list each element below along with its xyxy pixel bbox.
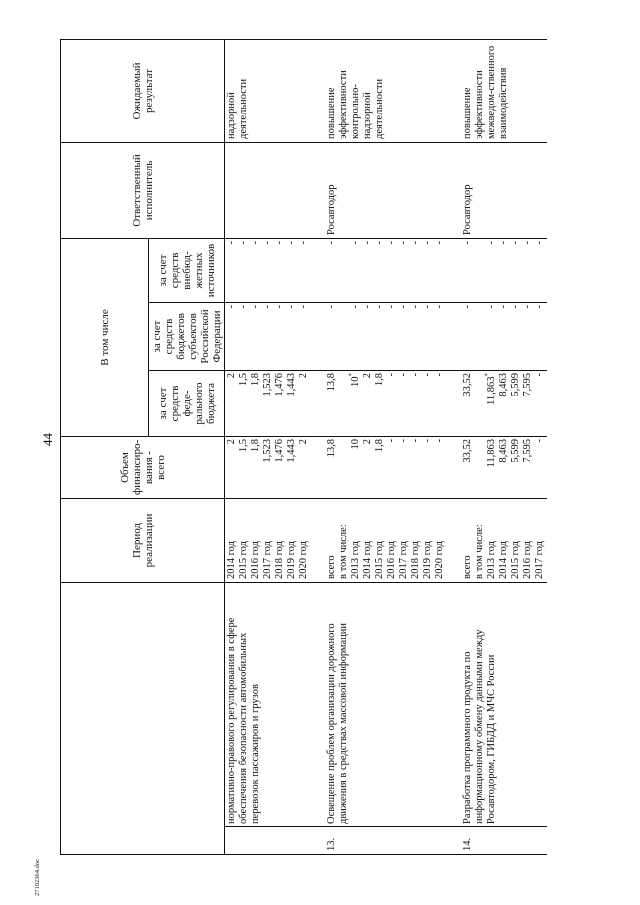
regional-cell [225, 303, 312, 371]
result-header: Ожидаемый результат [61, 39, 225, 142]
volume-value [338, 439, 350, 495]
federal-value: - [410, 373, 421, 377]
federal-value: - [386, 373, 397, 377]
volume-value: 2 [226, 439, 237, 445]
federal-value: - [398, 373, 409, 377]
measure-text: нормативно-правового регулирования в сфере обеспечения безопасности автомобильных перевозок пассажиров и грузов [225, 583, 312, 827]
extra-value: - [422, 240, 433, 245]
program-measures-table [60, 39, 547, 855]
volume-value: 11,863 [486, 439, 497, 468]
period-value: 2019 год [286, 541, 297, 579]
period-value: 2017 год [398, 541, 409, 579]
extra-value: - [350, 240, 361, 245]
volume-value: 1,8 [374, 439, 385, 453]
result-cell: повышение эффективности межведом-ственного взаимодействия [461, 39, 547, 142]
federal-value: 7,595 [522, 373, 533, 397]
federal-value: 13,8 [326, 373, 337, 392]
row-number: 14. [461, 827, 547, 855]
federal-cell [325, 371, 447, 437]
extra-value: - [534, 240, 545, 245]
regional-value: - [510, 305, 521, 309]
regional-value: - [286, 305, 297, 309]
volume-value: 7,595 [522, 439, 533, 463]
executor-cell: Росавтодор [461, 142, 547, 238]
federal-value: 5,599 [510, 373, 521, 397]
regional-value: - [434, 305, 445, 309]
period-value: 2019 год [422, 541, 433, 579]
page-number: 44 [40, 433, 55, 446]
regional-value: - [398, 305, 409, 309]
federal-value: 2 [298, 373, 309, 379]
measure-text: Разработка программного продукта по информационному обмену данными между Росавтодором, ГИБДД и МЧС России [461, 583, 547, 827]
volume-value: 13,8 [326, 439, 337, 458]
volume-value: 33,52 [462, 439, 473, 463]
federal-value: 33,52 [462, 373, 473, 397]
extra-value: - [410, 240, 421, 245]
regional-value [338, 305, 350, 367]
regional-cell [461, 303, 547, 371]
volume-cell [325, 437, 447, 499]
period-value: 2018 год [410, 541, 421, 579]
federal-value: 1,8 [250, 373, 261, 387]
period-value: 2013 год [350, 541, 361, 579]
extra-value: - [286, 240, 297, 245]
footnote-mark: * [483, 373, 492, 377]
volume-value [474, 439, 486, 495]
table-row [325, 39, 447, 854]
volume-value: - [386, 439, 397, 443]
federal-value: 2 [226, 373, 237, 379]
volume-header: Объем финансиро-вания - всего [61, 437, 225, 499]
period-value: 2014 год [226, 541, 237, 579]
extra-value: - [250, 240, 261, 245]
extra-value: - [510, 240, 521, 245]
federal-cell [461, 371, 547, 437]
volume-cell [461, 437, 547, 499]
volume-cell [225, 437, 312, 499]
volume-value: 2 [362, 439, 373, 445]
volume-value: - [410, 439, 421, 443]
rotated-table-container [60, 40, 628, 855]
extra-value: - [274, 240, 285, 245]
federal-value: 1,523 [262, 373, 273, 397]
including-header: В том числе [61, 238, 149, 436]
federal-value: 11,863* [483, 373, 497, 405]
period-value: 2015 год [374, 541, 385, 579]
regional-header: за счет средств бюджетов субъектов Российской Федерации [149, 303, 225, 371]
volume-value: 10 [350, 439, 361, 450]
extra-value: - [262, 240, 273, 245]
volume-value: 1,5 [238, 439, 249, 453]
federal-cell [225, 371, 312, 437]
extra-cell [461, 238, 547, 302]
regional-value: - [498, 305, 509, 309]
extra-cell [225, 238, 312, 302]
volume-value: - [422, 439, 433, 443]
footnote-mark: * [347, 373, 356, 377]
executor-header: Ответственный исполнитель [61, 142, 225, 238]
period-value: 2014 год [362, 541, 373, 579]
regional-value: - [534, 305, 545, 309]
extra-value: - [362, 240, 373, 245]
volume-value: - [398, 439, 409, 443]
period-value: 2016 год [522, 541, 533, 579]
period-value: 2016 год [386, 541, 397, 579]
extra-value [338, 241, 350, 299]
period-value: 2018 год [274, 541, 285, 579]
extra-value: - [298, 240, 309, 245]
period-value: 2017 год [534, 541, 545, 579]
federal-value: 2 [362, 373, 373, 379]
measure-text: Освещение проблем организации дорожного движения в средствах массовой информации [325, 583, 447, 827]
volume-value: 1,8 [250, 439, 261, 453]
table-row [461, 39, 547, 854]
period-value: 2013 год [486, 541, 497, 579]
volume-value: 1,523 [262, 439, 273, 463]
regional-value: - [226, 305, 237, 309]
federal-value: 1,476 [274, 373, 285, 397]
extra-value: - [434, 240, 445, 245]
executor-cell [225, 142, 312, 238]
federal-value: 10* [347, 373, 361, 387]
row-number [225, 827, 312, 855]
table-header [61, 39, 225, 854]
period-cell [325, 499, 447, 583]
executor-cell: Росавтодор [325, 142, 447, 238]
document-id: 27102364.doc [34, 858, 41, 896]
extra-value: - [462, 240, 473, 245]
regional-value: - [462, 305, 473, 309]
period-value: 2020 год [434, 541, 445, 579]
volume-value: 8,463 [498, 439, 509, 463]
federal-value [338, 373, 350, 433]
period-value: в том числе: [474, 524, 485, 579]
volume-value: 1,476 [274, 439, 285, 463]
extra-value: - [522, 240, 533, 245]
volume-value: - [534, 439, 545, 443]
period-value: 2015 год [238, 541, 249, 579]
volume-value: 2 [298, 439, 309, 445]
regional-value [474, 305, 486, 367]
extra-value: - [374, 240, 385, 245]
regional-value: - [522, 305, 533, 309]
federal-value: 1,5 [238, 373, 249, 387]
period-value: всего [326, 555, 337, 579]
period-value: 2016 год [250, 541, 261, 579]
period-value: 2017 год [262, 541, 273, 579]
regional-value: - [326, 305, 337, 309]
measure-header [61, 583, 225, 855]
volume-value: 1,443 [286, 439, 297, 463]
period-header: Период реализации [61, 499, 225, 583]
table-body [225, 39, 548, 854]
regional-value: - [386, 305, 397, 309]
federal-header: за счет средств феде-рального бюджета [149, 371, 225, 437]
period-value: в том числе: [338, 524, 349, 579]
extra-value: - [326, 240, 337, 245]
extra-cell [325, 238, 447, 302]
period-value: 2020 год [298, 541, 309, 579]
extra-header: за счет средств внебюд-жетных источников [149, 238, 225, 302]
row-number: 13. [325, 827, 447, 855]
federal-value: - [434, 373, 445, 377]
period-value: 2014 год [498, 541, 509, 579]
table-row [225, 39, 312, 854]
regional-value: - [274, 305, 285, 309]
federal-value: - [422, 373, 433, 377]
period-value: всего [462, 555, 473, 579]
extra-value [474, 241, 486, 299]
volume-value: - [434, 439, 445, 443]
result-cell: повышение эффективности контрольно-надзорной деятельности [325, 39, 447, 142]
regional-value: - [422, 305, 433, 309]
regional-value: - [238, 305, 249, 309]
period-cell [225, 499, 312, 583]
federal-value: 8,463 [498, 373, 509, 397]
federal-value [474, 373, 486, 433]
result-cell: надзорной деятельности [225, 39, 312, 142]
regional-value: - [374, 305, 385, 309]
regional-value: - [410, 305, 421, 309]
regional-value: - [250, 305, 261, 309]
extra-value: - [386, 240, 397, 245]
regional-value: - [362, 305, 373, 309]
federal-value: - [534, 373, 545, 377]
extra-value: - [486, 240, 497, 245]
regional-value: - [486, 305, 497, 309]
federal-value: 1,8 [374, 373, 385, 387]
regional-cell [325, 303, 447, 371]
period-cell [461, 499, 547, 583]
regional-value: - [350, 305, 361, 309]
extra-value: - [226, 240, 237, 245]
extra-value: - [498, 240, 509, 245]
period-value: 2015 год [510, 541, 521, 579]
federal-value: 1,443 [286, 373, 297, 397]
regional-value: - [298, 305, 309, 309]
extra-value: - [398, 240, 409, 245]
extra-value: - [238, 240, 249, 245]
volume-value: 5,599 [510, 439, 521, 463]
regional-value: - [262, 305, 273, 309]
